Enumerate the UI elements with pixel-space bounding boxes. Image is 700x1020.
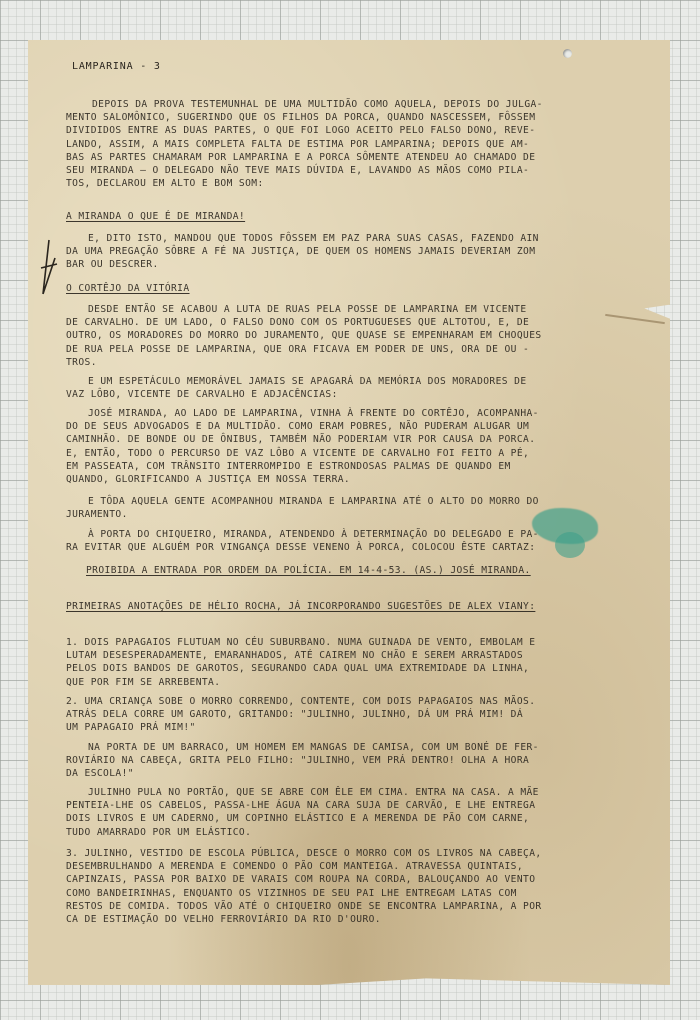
paragraph-luta [66,303,542,369]
text-line: EM PASSEATA, COM TRÂNSITO INTERROMPIDO E ESTRONDOSAS PALMAS DE QUANDO EM [66,460,511,472]
text-line: PENTEIA-LHE OS CABELOS, PASSA-LHE ÁGUA NA CARA SUJA DE CARVÃO, E LHE ENTREGA [66,800,536,812]
text-line: CAPINZAIS, PASSA POR BAIXO DE VARAIS COM ROUPA NA CORDA, BALOUÇANDO AO VENTO [66,874,536,886]
text-line: QUE POR FIM SE ARREBENTA. [66,676,221,688]
text-line: TOS, DECLAROU EM ALTO E BOM SOM: [66,178,264,190]
text-line: DEPOIS DA PROVA TESTEMUNHAL DE UMA MULTIDÃO COMO AQUELA, DEPOIS DO JULGA- [92,99,543,110]
text-line: DIVIDIDOS ENTRE AS DUAS PARTES, O QUE FOI LOGO ACEITO PELO FALSO DONO, REVE- [66,125,536,137]
text-line: PELOS DOIS BANDOS DE GAROTOS, SEGURANDO CADA QUAL UMA EXTREMIDADE DA LINHA, [66,663,530,675]
text-line: JULINHO PULA NO PORTÃO, QUE SE ABRE COM ÊLE EM CIMA. ENTRA NA CASA. A MÃE [88,787,539,798]
text-line: SEU MIRANDA — O DELEGADO NÃO TEVE MAIS DÚVIDA E, LAVANDO AS MÃOS COMO PILA- [66,164,530,176]
text-line: DESEMBRULHANDO A MERENDA E COMENDO O PÃO COM MANTEIGA. ATRAVESSA QUINTAIS, [66,861,524,873]
text-line: TROS. [66,356,97,368]
quote-heading: A MIRANDA O QUE É DE MIRANDA! [66,211,246,222]
text-line: LUTAM DESESPERADAMENTE, EMARANHADOS, ATÉ CAIREM NO CHÃO E SEREM ARRASTADOS [66,650,524,662]
page-title: LAMPARINA - 3 [72,61,161,72]
paragraph-espetaculo [66,375,527,401]
section-heading-anotacoes: PRIMEIRAS ANOTAÇÕES DE HÉLIO ROCHA, JÁ INCORPORANDO SUGESTÕES DE ALEX VIANY: [66,601,536,612]
text-line: OUTRO, OS MORADORES DO MORRO DO JURAMENTO, QUE QUASE SE EMPENHARAM EM CHOQUES [66,330,542,342]
text-line: RESTOS DE COMIDA. TODOS VÃO ATÉ O CHIQUEIRO ONDE SE ENCONTRA LAMPARINA, A POR [66,900,542,912]
text-line: VAZ LÔBO, VICENTE DE CARVALHO E ADJACÊNCIAS: [66,389,338,401]
text-line: LANDO, ASSIM, A MAIS COMPLETA FALTA DE ESTIMA POR LAMPARINA; DEPOIS QUE AM- [66,138,530,150]
paragraph-intro [66,98,543,190]
paragraph-chiqueiro [66,528,539,554]
text-line: ATRÁS DELA CORRE UM GAROTO, GRITANDO: "JULINHO, JULINHO, DÁ UM PRÁ MIM! DÁ [66,709,524,721]
paragraph-after-quote [66,232,539,272]
text-line: 3. JULINHO, VESTIDO DE ESCOLA PÚBLICA, DESCE O MORRO COM OS LIVROS NA CABEÇA, [66,848,542,859]
text-line: JOSÉ MIRANDA, AO LADO DE LAMPARINA, VINHA À FRENTE DO CORTÊJO, ACOMPANHA- [88,408,539,419]
text-line: COMO BANDEIRINHAS, ENQUANTO OS VIZINHOS DE SEU PAI LHE ENTREGAM LATAS COM [66,887,517,899]
text-line: DE RUA PELA POSSE DE LAMPARINA, QUE ORA FICAVA EM PODER DE UNS, ORA DE OU - [66,343,530,355]
text-line: DA UMA PREGAÇÃO SÔBRE A FÉ NA JUSTIÇA, DE QUEM OS HOMENS JAMAIS DEVERIAM ZOM [66,246,536,258]
text-line: NA PORTA DE UM BARRACO, UM HOMEM EM MANGAS DE CAMISA, COM UM BONÉ DE FER- [88,742,539,753]
text-line: E, ENTÃO, TODO O PERCURSO DE VAZ LÔBO A VICENTE DE CARVALHO FOI FEITO A PÉ, [66,447,530,459]
text-line: RA EVITAR QUE ALGUÉM POR VINGANÇA DESSE VENENO À PORCA, COLOCOU ÊSTE CARTAZ: [66,542,536,554]
text-line: QUANDO, GLORIFICANDO A JUSTIÇA EM NOSSA TERRA. [66,473,351,485]
text-line: À PORTA DO CHIQUEIRO, MIRANDA, ATENDENDO À DETERMINAÇÃO DO DELEGADO E PA- [88,529,539,540]
note-2 [66,695,535,735]
text-line: DO DE SEUS ADVOGADOS E DA MULTIDÃO. COMO ERAM POBRES, NÃO PUDERAM ALUGAR UM [66,421,530,433]
text-line: E TÔDA AQUELA GENTE ACOMPANHOU MIRANDA E LAMPARINA ATÉ O ALTO DO MORRO DO [88,496,539,507]
text-line: TUDO AMARRADO POR UM ELÁSTICO. [66,826,252,838]
text-line: DOIS LIVROS E UM CADERNO, UM COPINHO ELÁSTICO E A MERENDA DE PÃO COM CARNE, [66,813,530,825]
text-line: UM PAPAGAIO PRÁ MIM!" [66,722,196,734]
text-line: BAS AS PARTES CHAMARAM POR LAMPARINA E A PORCA SÔMENTE ATENDEU AO CHAMADO DE [66,151,536,163]
text-line: MENTO SALOMÔNICO, SUGERINDO QUE OS FILHOS DA PORCA, QUANDO NASCESSEM, FÔSSEM [66,112,536,124]
text-line: JURAMENTO. [66,509,128,521]
text-line: 2. UMA CRIANÇA SOBE O MORRO CORRENDO, CONTENTE, COM DOIS PAPAGAIOS NAS MÃOS. [66,696,536,707]
note-1 [66,636,535,689]
text-line: DA ESCOLA!" [66,768,134,780]
note-3 [66,847,542,926]
text-line: DE CARVALHO. DE UM LADO, O FALSO DONO COM OS PORTUGUESES QUE ALTOTOU, E, DE [66,317,530,329]
text-line: E, DITO ISTO, MANDOU QUE TODOS FÔSSEM EM PAZ PARA SUAS CASAS, FAZENDO AIN [88,233,539,244]
ink-stain-drip [555,532,585,558]
text-line: E UM ESPETÁCULO MEMORÁVEL JAMAIS SE APAGARÁ DA MEMÓRIA DOS MORADORES DE [88,376,527,387]
text-line: BAR OU DESCRER. [66,259,159,271]
text-line: CAMINHÃO. DE BONDE OU DE ÔNIBUS, TAMBÉM NÃO PODERIAM VIR POR CAUSA DA PORCA. [66,434,536,446]
text-line: 1. DOIS PAPAGAIOS FLUTUAM NO CÉU SUBURBANO. NUMA GUINADA DE VENTO, EMBOLAM E [66,637,536,648]
punch-hole [563,49,572,58]
note-2-julinho [66,786,539,839]
paragraph-cortejo [66,407,539,486]
text-line: CA DE ESTIMAÇÃO DO VELHO FERROVIÁRIO DA RIO D'OURO. [66,913,381,925]
text-line: ROVIÁRIO NA CABEÇA, GRITA PELO FILHO: "JULINHO, VEM PRÁ DENTRO! OLHA A HORA [66,755,530,767]
sign-text: PROIBIDA A ENTRADA POR ORDEM DA POLÍCIA. EM 14-4-53. (AS.) JOSÉ MIRANDA. [86,565,531,576]
note-2-barraco [66,741,539,781]
text-line: DESDE ENTÃO SE ACABOU A LUTA DE RUAS PELA POSSE DE LAMPARINA EM VICENTE [88,304,527,315]
section-heading-cortejo: O CORTÊJO DA VITÓRIA [66,283,190,294]
paragraph-morro [66,495,539,521]
